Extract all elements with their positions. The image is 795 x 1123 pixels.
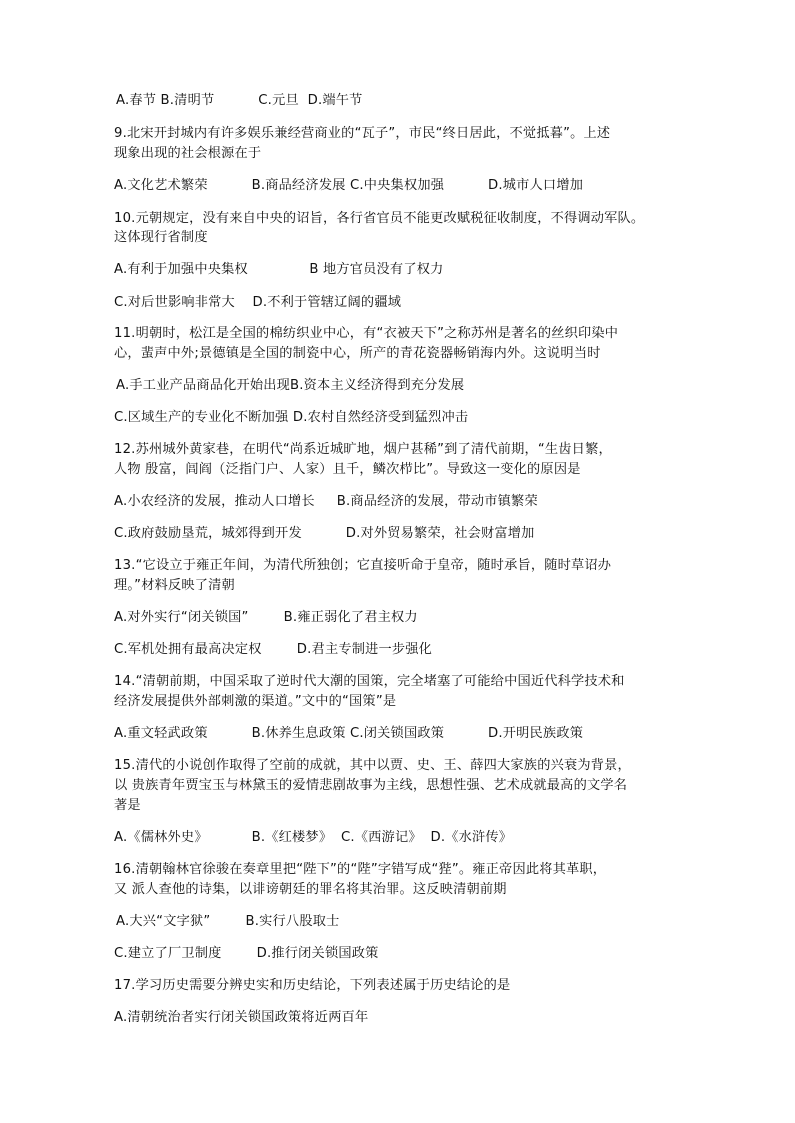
q11-options-row-1: A.手工业产品商品化开始出现B.资本主义经济得到充分发展: [116, 378, 465, 393]
q13-options-row-1: A.对外实行“闭关锁国” B.雍正弱化了君主权力: [114, 610, 418, 625]
q10-options-row-1: A.有利于加强中央集权 B 地方官员没有了权力: [114, 262, 444, 277]
q17-stem: 17.学习历史需要分辨史实和历史结论，下列表述属于历史结论的是: [114, 978, 511, 993]
q15-stem-line-3: 著是: [114, 798, 141, 813]
q12-options-row-2: C.政府鼓励垦荒，城郊得到开发 D.对外贸易繁荣，社会财富增加: [114, 526, 535, 541]
q10-stem-line-2: 这体现行省制度: [114, 230, 208, 245]
q13-stem-line-2: 理。”材料反映了清朝: [114, 578, 235, 593]
q14-stem-line-1: 14.“清朝前期，中国采取了逆时代大潮的国策，完全堵塞了可能给中国近代科学技术和: [114, 674, 625, 689]
q8-options: A.春节 B.清明节 C.元旦 D.端午节: [116, 93, 363, 108]
q10-stem-line-1: 10.元朝规定，没有来自中央的诏旨，各行省官员不能更改赋税征收制度，不得调动军队。: [114, 211, 645, 226]
q16-stem-line-2: 又 派人查他的诗集，以诽谤朝廷的罪名将其治罪。这反映清朝前期: [114, 882, 507, 897]
q14-stem-line-2: 经济发展提供外部刺激的渠道。”文中的“国策”是: [114, 694, 397, 709]
q9-stem-line-2: 现象出现的社会根源在于: [114, 146, 262, 161]
q11-stem-line-1: 11.明朝时，松江是全国的棉纺织业中心，有“衣被天下”之称苏州是著名的丝织印染中: [114, 326, 619, 341]
q17-option-a: A.清朝统治者实行闭关锁国政策将近两百年: [114, 1010, 369, 1025]
q14-options: A.重文轻武政策 B.休养生息政策 C.闭关锁国政策 D.开明民族政策: [114, 726, 584, 741]
q15-stem-line-2: 以 贵族青年贾宝玉与林黛玉的爱情悲剧故事为主线，思想性强、艺术成就最高的文学名: [114, 778, 628, 793]
q13-stem-line-1: 13.“它设立于雍正年间，为清代所独创；它直接听命于皇帝，随时承旨，随时草诏办: [114, 558, 612, 573]
q12-stem-line-1: 12.苏州城外黄家巷，在明代“尚系近城旷地，烟户甚稀”到了清代前期，“生齿日繁，: [114, 442, 612, 457]
q15-stem-line-1: 15.清代的小说创作取得了空前的成就，其中以贾、史、王、薛四大家族的兴衰为背景，: [114, 758, 631, 773]
q16-options-row-1: A.大兴“文字狱” B.实行八股取士: [116, 914, 340, 929]
q12-options-row-1: A.小农经济的发展，推动人口增长 B.商品经济的发展，带动市镇繁荣: [114, 494, 538, 509]
q11-options-row-2: C.区域生产的专业化不断加强 D.农村自然经济受到猛烈冲击: [114, 410, 469, 425]
q11-stem-line-2: 心，蜚声中外;景德镇是全国的制瓷中心，所产的青花瓷器畅销海内外。这说明当时: [114, 346, 601, 361]
q16-options-row-2: C.建立了厂卫制度 D.推行闭关锁国政策: [114, 946, 379, 961]
q15-options: A.《儒林外史》 B.《红楼梦》 C.《西游记》 D.《水浒传》: [114, 830, 513, 845]
q9-stem-line-1: 9.北宋开封城内有许多娱乐兼经营商业的“瓦子”，市民“终日居此，不觉抵暮”。上述: [114, 126, 611, 141]
q10-options-row-2: C.对后世影响非常大 D.不利于管辖辽阔的疆域: [114, 295, 402, 310]
q9-options: A.文化艺术繁荣 B.商品经济发展 C.中央集权加强 D.城市人口增加: [114, 178, 584, 193]
q16-stem-line-1: 16.清朝翰林官徐骏在奏章里把“陛下”的“陛”字错写成“狴”。雍正帝因此将其革职，: [114, 862, 607, 877]
q12-stem-line-2: 人物 殷富，闾阎（泛指门户、人家）且千，鳞次栉比”。导致这一变化的原因是: [114, 462, 581, 477]
q13-options-row-2: C.军机处拥有最高决定权 D.君主专制进一步强化: [114, 642, 433, 657]
